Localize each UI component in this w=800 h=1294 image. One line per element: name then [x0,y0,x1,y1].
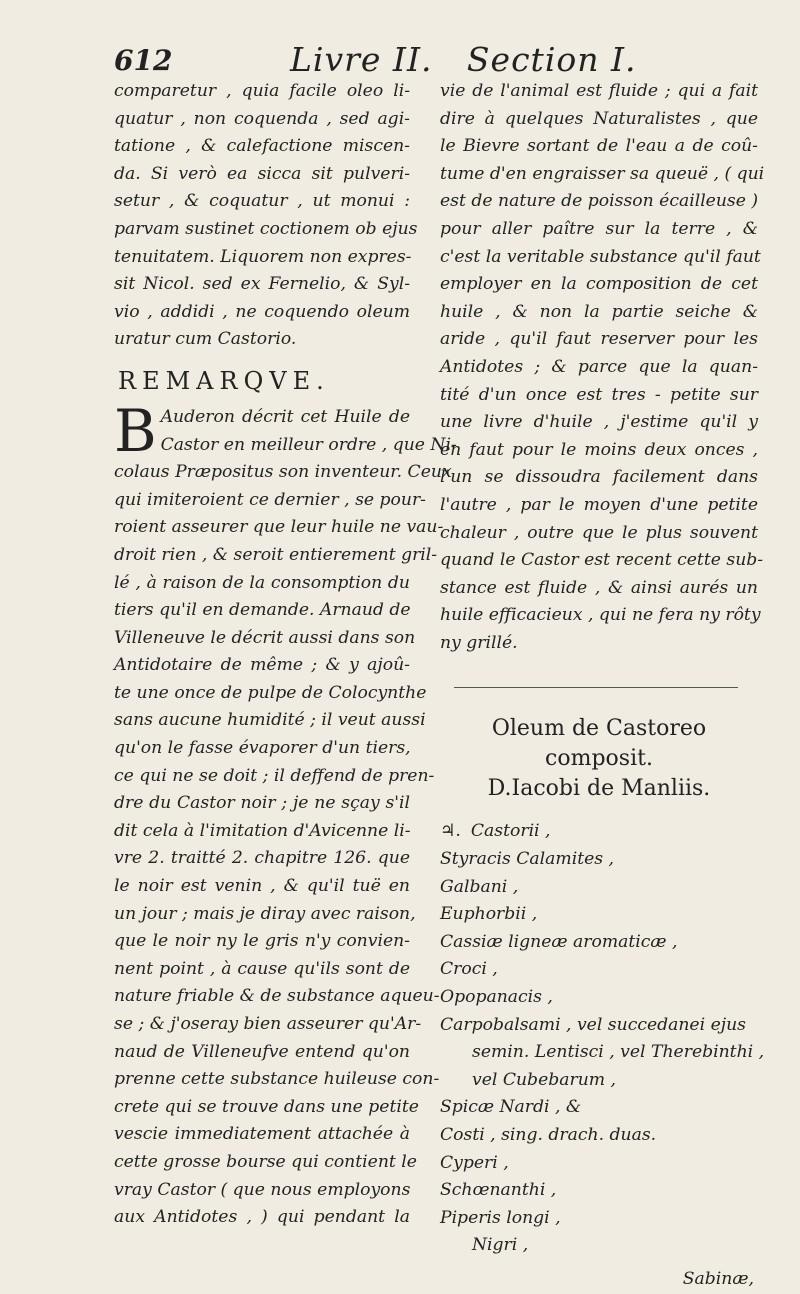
ingredient-text: Euphorbii , [440,904,538,925]
ingredient-text: Galbani , [440,876,519,897]
text-line: pour aller paître sur la terre , & [440,218,758,239]
ingredient-text: Schœnanthi , [440,1180,557,1201]
ingredient-text: vel Cubebarum , [472,1069,616,1090]
remark-continuation [440,78,765,657]
text-line: tité d'un once est tres - petite sur [440,384,758,405]
text-line: Castor en meilleur ordre , que Ni- [160,434,457,455]
latin-text-block [114,78,418,354]
remark-first-lines [114,396,457,465]
ingredient-line [440,846,758,874]
text-line: huile , & non la partie seiche & [440,301,758,322]
text-line: nature friable & de substance aqueu- [114,986,440,1007]
text-line: lé , à raison de la consomption du [114,572,410,593]
right-column [440,78,765,1294]
text-line: huile efficacieux , qui ne fera ny rôty [440,605,761,626]
ingredient-line [440,818,758,846]
text-line: vray Castor ( que nous employons [114,1179,411,1200]
text-line: un jour ; mais je diray avec raison, [114,903,416,924]
text-line: se ; & j'oseray bien asseurer qu'Ar- [114,1014,422,1034]
ingredient-line [440,874,758,902]
left-column [114,78,457,1232]
text-line: dit cela à l'imitation d'Avicenne li- [114,820,411,841]
text-line: Antidotes ; & parce que la quan- [440,356,758,377]
text-line: colaus Præpositus son inventeur. Ceux [114,462,452,483]
catchword: Sabinæ, [682,1268,754,1289]
text-line: que le noir ny le gris n'y convien- [114,931,410,952]
text-line: te une once de pulpe de Colocynthe [114,682,427,703]
text-line: vre 2. traitté 2. chapitre 126. que [114,848,410,869]
page-number: 612 [114,44,173,77]
ingredient-list [440,818,765,1260]
text-line: l'autre , par le moyen d'une petite [440,494,758,515]
text-line: nent point , à cause qu'ils sont de [114,958,410,979]
text-line: aride , qu'il faut reserver pour les [440,329,758,350]
text-line: vie de l'animal est fluide ; qui a fait [440,81,758,101]
ingredient-text: Styracis Calamites , [440,849,615,870]
ingredient-text: Carpobalsami , vel succedanei ejus [440,1014,746,1035]
text-line: droit rien , & seroit entierement gril- [114,544,438,565]
text-line: naud de Villeneufve entend qu'on [114,1041,410,1062]
ingredient-text: Spicæ Nardi , & [440,1097,582,1118]
ingredient-text: Opopanacis , [440,987,553,1008]
text-line: aux Antidotes , ) qui pendant la [114,1207,410,1228]
drop-cap: B [114,396,157,465]
text-line: le Bievre sortant de l'eau a de coû- [440,136,758,157]
remark-heading: REMARQVE. [118,366,330,395]
text-line: qu'on le fasse évaporer d'un tiers, [114,738,411,759]
ingredient-text: Cassiæ ligneæ aromaticæ , [440,931,678,952]
section-divider [454,687,738,688]
remark-paragraph [114,396,457,1232]
ingredient-text: semin. Lentisci , vel Therebinthi , [472,1042,765,1063]
text-line: le noir est venin , & qu'il tuë en [114,876,410,897]
text-line: une livre d'huile , j'estime qu'il y [440,412,758,433]
text-line: roient asseurer que leur huile ne vau- [114,517,444,538]
text-line: chaleur , outre que le plus souvent [440,522,758,543]
text-line: en faut pour le moins deux onces , [440,439,758,460]
text-line: prenne cette substance huileuse con- [114,1069,440,1090]
text-line: da. Si verò ea sicca sit pulveri- [114,163,410,184]
text-line: ny grillé. [440,632,518,653]
ingredient-line [440,1039,765,1067]
ingredient-text: Castorii , [470,821,551,842]
remark-lines [114,459,452,1232]
text-line: dre du Castor noir ; je ne sçay s'il [114,793,410,814]
text-line: sit Nicol. sed ex Fernelio, & Syl- [114,274,410,295]
text-line: tatione , & calefactione miscen- [114,136,410,157]
text-line: c'est la veritable substance qu'il faut [440,246,761,267]
text-line: crete qui se trouve dans une petite [114,1096,419,1117]
ingredient-line [440,1232,758,1260]
recipe-author: D.Iacobi de Manliis. [487,776,711,802]
ingredient-line [440,1067,758,1095]
text-line: dire à quelques Naturalistes , que [440,108,758,129]
text-line: quatur , non coquenda , sed agi- [114,108,410,129]
ingredient-text: Nigri , [472,1235,529,1256]
running-title: Livre II. Section I. [290,40,637,79]
text-line: est de nature de poisson écailleuse ) [440,191,759,212]
text-line: Antidotaire de même ; & y ajoû- [114,655,410,676]
text-line: vio , addidi , ne coquendo oleum [114,301,410,322]
recipe-symbol: ♃. [440,821,461,842]
text-line: l'un se dissoudra facilement dans [440,467,758,488]
text-line: comparetur , quia facile oleo li- [114,81,410,101]
ingredient-line [440,1150,758,1178]
text-line: setur , & coquatur , ut monui : [114,191,410,212]
text-line: tiers qu'il en demande. Arnaud de [114,600,411,621]
text-line: vescie immediatement attachée à [114,1124,410,1145]
text-line: ce qui ne se doit ; il deffend de pren- [114,765,435,786]
text-line: tenuitatem. Liquorem non expres- [114,246,412,267]
ingredient-line [440,956,758,984]
ingredient-line [440,929,758,957]
text-line: tume d'en engraisser sa queuë , ( qui [440,163,765,184]
ingredient-line [440,1177,758,1205]
text-line: sans aucune humidité ; il veut aussi [114,710,426,731]
text-line: Villeneuve le décrit aussi dans son [114,627,416,648]
text-line: parvam sustinet coctionem ob ejus [114,218,418,239]
text-line: quand le Castor est recent cette sub- [440,550,764,571]
ingredient-text: Croci , [440,959,498,980]
ingredient-line [440,1094,758,1122]
text-line: stance est fluide , & ainsi aurés un [440,577,758,598]
recipe-title: Oleum de Castoreo composit. [491,716,707,772]
text-line: employer en la composition de cet [440,274,758,295]
ingredient-line [440,984,758,1012]
text-line: uratur cum Castorio. [114,329,297,350]
ingredient-text: Piperis longi , [440,1207,561,1228]
text-line: qui imiteroient ce dernier , se pour- [114,489,426,510]
text-line: cette grosse bourse qui contient le [114,1151,417,1172]
ingredient-line [440,1012,758,1040]
ingredient-text: Costi , sing. drach. duas. [440,1125,657,1145]
text-line: Auderon décrit cet Huile de [160,406,410,427]
ingredient-text: Cyperi , [440,1152,509,1173]
ingredient-line [440,901,758,929]
ingredient-line [440,1122,758,1150]
ingredient-line [440,1205,758,1233]
